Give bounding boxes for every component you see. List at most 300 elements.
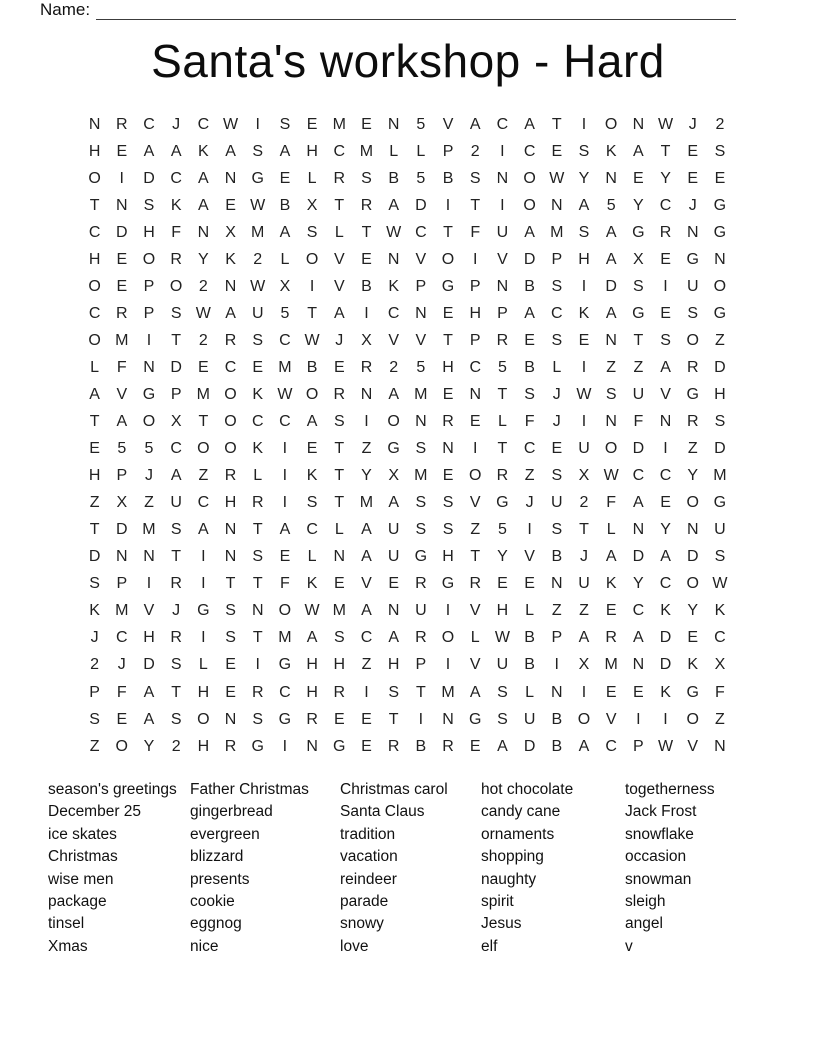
grid-letter: T bbox=[171, 548, 182, 566]
word-item: ice skates bbox=[48, 825, 117, 843]
grid-letter: O bbox=[305, 385, 319, 403]
grid-letter: Z bbox=[470, 521, 481, 539]
grid-letter: T bbox=[89, 521, 100, 539]
grid-letter: C bbox=[116, 629, 128, 647]
grid-letter: A bbox=[198, 521, 209, 539]
grid-letter: G bbox=[278, 656, 292, 674]
grid-letter: R bbox=[306, 710, 318, 728]
grid-letter: Z bbox=[361, 656, 372, 674]
grid-letter: I bbox=[282, 494, 288, 512]
grid-letter: P bbox=[551, 629, 563, 647]
grid-letter: U bbox=[387, 548, 400, 566]
word-item: gingerbread bbox=[190, 803, 273, 821]
grid-letter: X bbox=[306, 196, 318, 214]
word-item: December 25 bbox=[48, 803, 142, 821]
grid-letter: I bbox=[119, 169, 124, 187]
grid-letter: S bbox=[388, 683, 399, 701]
grid-letter: 5 bbox=[497, 358, 507, 376]
grid-letter: E bbox=[714, 169, 726, 187]
grid-letter: N bbox=[306, 737, 318, 755]
grid-letter: H bbox=[306, 142, 318, 160]
grid-letter: K bbox=[252, 440, 264, 458]
grid-letter: I bbox=[445, 196, 451, 214]
grid-letter: Z bbox=[144, 494, 154, 512]
word-item: wise men bbox=[48, 870, 114, 888]
grid-letter: 2 bbox=[198, 277, 208, 295]
grid-letter: U bbox=[387, 521, 400, 539]
grid-letter: O bbox=[604, 115, 618, 133]
grid-letter: Y bbox=[578, 169, 590, 187]
grid-letter: W bbox=[549, 169, 565, 187]
grid-letter: S bbox=[633, 277, 644, 295]
grid-letter: S bbox=[333, 413, 345, 431]
grid-letter: P bbox=[415, 656, 427, 674]
grid-letter: A bbox=[578, 629, 590, 647]
grid-letter: X bbox=[279, 277, 291, 295]
grid-letter: E bbox=[198, 358, 209, 376]
grid-letter: Z bbox=[687, 440, 698, 458]
grid-letter: E bbox=[524, 331, 535, 349]
grid-letter: H bbox=[442, 548, 454, 566]
grid-letter: D bbox=[143, 169, 155, 187]
grid-letter: S bbox=[252, 142, 264, 160]
grid-letter: F bbox=[470, 223, 481, 241]
grid-letter: W bbox=[657, 737, 674, 755]
grid-letter: F bbox=[715, 683, 725, 701]
grid-letter: N bbox=[224, 521, 237, 539]
grid-letter: V bbox=[333, 250, 345, 268]
grid-letter: H bbox=[442, 358, 454, 376]
grid-letter: O bbox=[224, 413, 237, 431]
grid-letter: K bbox=[198, 142, 209, 160]
grid-letter: S bbox=[252, 331, 264, 349]
grid-letter: B bbox=[524, 277, 535, 295]
grid-letter: E bbox=[279, 169, 291, 187]
grid-letter: X bbox=[578, 467, 590, 485]
grid-letter: N bbox=[415, 304, 427, 322]
grid-letter: A bbox=[143, 683, 155, 701]
word-item: sleigh bbox=[625, 893, 666, 911]
grid-letter: N bbox=[224, 169, 237, 187]
grid-letter: T bbox=[470, 196, 481, 214]
grid-letter: D bbox=[523, 737, 536, 755]
grid-letter: W bbox=[576, 385, 592, 403]
grid-letter: G bbox=[713, 223, 727, 241]
grid-letter: R bbox=[659, 223, 672, 241]
grid-letter: N bbox=[224, 548, 237, 566]
grid-letter: T bbox=[89, 196, 100, 214]
grid-letter: A bbox=[361, 602, 372, 620]
grid-letter: K bbox=[252, 385, 264, 403]
word-item: occasion bbox=[625, 848, 687, 866]
grid-letter: L bbox=[307, 548, 317, 566]
grid-letter: K bbox=[605, 575, 617, 593]
grid-letter: E bbox=[687, 142, 699, 160]
grid-letter: C bbox=[224, 358, 237, 376]
grid-letter: M bbox=[359, 494, 374, 512]
grid-letter: P bbox=[89, 683, 100, 701]
grid-letter: N bbox=[116, 548, 128, 566]
grid-letter: L bbox=[416, 142, 426, 160]
grid-letter: U bbox=[578, 575, 590, 593]
grid-letter: M bbox=[196, 385, 210, 403]
grid-letter: A bbox=[524, 115, 535, 133]
grid-letter: E bbox=[687, 169, 699, 187]
grid-letter: V bbox=[388, 331, 399, 349]
grid-letter: E bbox=[225, 196, 236, 214]
grid-letter: S bbox=[497, 710, 508, 728]
grid-letter: 5 bbox=[416, 358, 426, 376]
grid-letter: E bbox=[361, 710, 372, 728]
grid-letter: F bbox=[524, 413, 535, 431]
grid-letter: U bbox=[714, 521, 726, 539]
grid-letter: E bbox=[469, 413, 481, 431]
word-item: love bbox=[340, 937, 369, 955]
grid-letter: T bbox=[579, 521, 589, 539]
grid-letter: N bbox=[714, 737, 726, 755]
grid-letter: O bbox=[604, 440, 618, 458]
grid-letter: T bbox=[551, 115, 562, 133]
grid-letter: C bbox=[387, 304, 400, 322]
grid-letter: M bbox=[142, 521, 156, 539]
grid-letter: A bbox=[497, 737, 508, 755]
grid-letter: Y bbox=[687, 467, 699, 485]
grid-letter: B bbox=[415, 737, 427, 755]
grid-letter: C bbox=[170, 440, 182, 458]
grid-letter: E bbox=[306, 115, 318, 133]
grid-letter: L bbox=[198, 656, 208, 674]
word-item: evergreen bbox=[190, 825, 260, 843]
grid-letter: I bbox=[581, 277, 587, 295]
grid-letter: R bbox=[333, 385, 346, 403]
grid-letter: Z bbox=[715, 710, 725, 728]
grid-letter: E bbox=[442, 304, 454, 322]
grid-letter: R bbox=[496, 467, 509, 485]
grid-letter: E bbox=[116, 250, 128, 268]
grid-letter: P bbox=[116, 467, 128, 485]
grid-letter: I bbox=[255, 656, 260, 674]
grid-letter: K bbox=[687, 656, 699, 674]
grid-letter: T bbox=[497, 385, 508, 403]
grid-letter: K bbox=[578, 304, 590, 322]
grid-letter: W bbox=[195, 304, 211, 322]
grid-letter: Y bbox=[497, 548, 508, 566]
grid-letter: A bbox=[306, 629, 318, 647]
grid-letter: M bbox=[278, 629, 292, 647]
grid-letter: A bbox=[361, 548, 372, 566]
grid-letter: L bbox=[253, 467, 263, 485]
grid-letter: G bbox=[468, 710, 482, 728]
grid-letter: X bbox=[714, 656, 726, 674]
grid-letter: E bbox=[442, 467, 454, 485]
word-item: elf bbox=[481, 937, 498, 955]
grid-letter: X bbox=[170, 413, 182, 431]
grid-letter: R bbox=[116, 304, 128, 322]
grid-letter: S bbox=[170, 710, 182, 728]
grid-letter: B bbox=[388, 169, 399, 187]
word-item: presents bbox=[190, 870, 250, 888]
grid-letter: W bbox=[250, 196, 266, 214]
grid-letter: 2 bbox=[579, 494, 589, 512]
grid-letter: D bbox=[116, 521, 128, 539]
word-item: tradition bbox=[340, 825, 396, 843]
grid-letter: T bbox=[443, 331, 453, 349]
word-item: parade bbox=[340, 893, 389, 911]
grid-letter: R bbox=[170, 575, 182, 593]
grid-letter: N bbox=[251, 602, 264, 620]
word-list-column bbox=[190, 779, 340, 958]
grid-letter: 5 bbox=[497, 521, 507, 539]
grid-letter: R bbox=[170, 629, 182, 647]
grid-letter: M bbox=[550, 223, 564, 241]
grid-letter: Y bbox=[687, 602, 699, 620]
grid-letter: Y bbox=[143, 737, 155, 755]
grid-letter: E bbox=[306, 440, 318, 458]
grid-letter: I bbox=[146, 575, 152, 593]
grid-letter: Y bbox=[660, 169, 671, 187]
word-item: candy cane bbox=[481, 803, 561, 821]
grid-letter: A bbox=[198, 169, 209, 187]
grid-letter: C bbox=[360, 629, 373, 647]
name-label: Name: bbox=[40, 0, 91, 19]
grid-letter: L bbox=[280, 250, 290, 268]
grid-letter: 5 bbox=[280, 304, 290, 322]
grid-letter: V bbox=[605, 710, 617, 728]
grid-letter: S bbox=[415, 494, 427, 512]
grid-letter: S bbox=[170, 521, 182, 539]
grid-letter: I bbox=[636, 710, 641, 728]
grid-letter: W bbox=[222, 115, 239, 133]
grid-letter: E bbox=[605, 683, 617, 701]
grid-letter: T bbox=[660, 142, 671, 160]
grid-letter: V bbox=[333, 277, 345, 295]
grid-letter: X bbox=[361, 331, 372, 349]
grid-letter: 2 bbox=[90, 656, 100, 674]
word-item: snowy bbox=[340, 915, 384, 933]
grid-letter: P bbox=[469, 331, 481, 349]
word-item: Santa Claus bbox=[340, 803, 425, 821]
grid-letter: S bbox=[361, 169, 372, 187]
grid-letter: Y bbox=[660, 521, 671, 539]
grid-letter: A bbox=[578, 196, 590, 214]
grid-letter: T bbox=[334, 494, 345, 512]
grid-letter: H bbox=[224, 494, 237, 512]
grid-letter: N bbox=[659, 413, 672, 431]
grid-letter: S bbox=[89, 710, 100, 728]
grid-letter: I bbox=[500, 142, 505, 160]
grid-letter: W bbox=[304, 602, 320, 620]
grid-letter: 2 bbox=[171, 737, 181, 755]
grid-letter: W bbox=[712, 575, 728, 593]
grid-letter: I bbox=[472, 440, 478, 458]
word-item: snowflake bbox=[625, 825, 694, 843]
grid-letter: S bbox=[551, 467, 563, 485]
grid-letter: S bbox=[170, 304, 182, 322]
grid-letter: R bbox=[442, 413, 454, 431]
grid-letter: V bbox=[469, 494, 481, 512]
grid-letter: R bbox=[415, 629, 427, 647]
grid-letter: K bbox=[660, 602, 671, 620]
grid-letter: B bbox=[524, 656, 535, 674]
grid-letter: I bbox=[201, 575, 206, 593]
word-item: cookie bbox=[190, 893, 235, 911]
grid-letter: P bbox=[143, 304, 155, 322]
grid-letter: R bbox=[415, 575, 427, 593]
grid-letter: I bbox=[201, 548, 206, 566]
grid-letter: G bbox=[278, 710, 292, 728]
grid-letter: O bbox=[88, 169, 101, 187]
grid-letter: E bbox=[660, 304, 671, 322]
grid-letter: A bbox=[388, 196, 399, 214]
grid-letter: J bbox=[144, 467, 153, 485]
grid-letter: F bbox=[633, 413, 644, 431]
word-item: angel bbox=[625, 915, 663, 933]
grid-letter: I bbox=[663, 277, 668, 295]
grid-letter: F bbox=[116, 683, 127, 701]
grid-letter: J bbox=[552, 385, 561, 403]
grid-letter: C bbox=[659, 575, 672, 593]
grid-letter: C bbox=[197, 115, 210, 133]
grid-letter: G bbox=[496, 494, 509, 512]
grid-letter: U bbox=[251, 304, 264, 322]
grid-letter: H bbox=[143, 629, 155, 647]
grid-letter: E bbox=[279, 548, 291, 566]
grid-letter: L bbox=[334, 521, 344, 539]
grid-letter: S bbox=[551, 521, 563, 539]
grid-letter: M bbox=[115, 602, 129, 620]
grid-letter: A bbox=[660, 358, 671, 376]
grid-letter: H bbox=[306, 683, 318, 701]
grid-letter: B bbox=[551, 737, 563, 755]
grid-letter: M bbox=[414, 467, 428, 485]
grid-letter: N bbox=[387, 602, 400, 620]
grid-letter: J bbox=[172, 115, 181, 133]
grid-letter: R bbox=[333, 169, 346, 187]
grid-letter: J bbox=[335, 331, 344, 349]
grid-letter: R bbox=[605, 629, 617, 647]
grid-letter: O bbox=[686, 575, 699, 593]
grid-letter: A bbox=[605, 548, 617, 566]
word-item: Xmas bbox=[48, 937, 88, 955]
grid-letter: M bbox=[414, 385, 428, 403]
grid-letter: H bbox=[578, 250, 590, 268]
grid-letter: K bbox=[89, 602, 100, 620]
grid-letter: E bbox=[225, 656, 236, 674]
grid-letter: Y bbox=[361, 467, 372, 485]
grid-letter: T bbox=[198, 413, 209, 431]
word-item: togetherness bbox=[625, 781, 715, 798]
grid-letter: F bbox=[280, 575, 290, 593]
grid-letter: N bbox=[143, 358, 155, 376]
grid-letter: O bbox=[713, 277, 727, 295]
grid-letter: E bbox=[89, 440, 100, 458]
grid-letter: I bbox=[418, 710, 424, 728]
grid-letter: N bbox=[605, 413, 617, 431]
grid-letter: K bbox=[306, 575, 318, 593]
grid-letter: 2 bbox=[389, 358, 399, 376]
grid-letter: P bbox=[143, 277, 155, 295]
grid-letter: N bbox=[632, 115, 645, 133]
grid-letter: O bbox=[686, 331, 699, 349]
grid-letter: L bbox=[497, 413, 507, 431]
grid-letter: V bbox=[442, 115, 454, 133]
grid-letter: 5 bbox=[416, 169, 426, 187]
grid-letter: I bbox=[445, 656, 451, 674]
grid-letter: O bbox=[115, 737, 128, 755]
grid-letter: I bbox=[282, 440, 288, 458]
grid-letter: I bbox=[581, 115, 587, 133]
grid-letter: V bbox=[524, 548, 535, 566]
grid-letter: Z bbox=[606, 358, 617, 376]
grid-letter: H bbox=[143, 223, 155, 241]
grid-letter: M bbox=[332, 115, 346, 133]
grid-letter: X bbox=[225, 223, 236, 241]
grid-letter: I bbox=[472, 250, 478, 268]
grid-letter: E bbox=[633, 683, 644, 701]
grid-letter: P bbox=[415, 277, 427, 295]
grid-letter: T bbox=[334, 467, 345, 485]
word-item: ornaments bbox=[481, 825, 555, 843]
grid-letter: A bbox=[225, 142, 236, 160]
grid-letter: S bbox=[714, 548, 726, 566]
grid-letter: P bbox=[116, 575, 128, 593]
name-blank-line bbox=[96, 1, 736, 20]
grid-letter: J bbox=[579, 548, 588, 566]
grid-letter: H bbox=[197, 683, 210, 701]
grid-letter: C bbox=[279, 683, 291, 701]
grid-letter: C bbox=[306, 521, 318, 539]
grid-letter: V bbox=[687, 737, 699, 755]
grid-letter: S bbox=[660, 331, 671, 349]
grid-letter: P bbox=[170, 385, 182, 403]
grid-letter: R bbox=[442, 737, 454, 755]
grid-letter: T bbox=[252, 575, 263, 593]
grid-letter: E bbox=[524, 575, 535, 593]
grid-letter: M bbox=[359, 142, 374, 160]
grid-letter: G bbox=[713, 196, 727, 214]
grid-letter: 2 bbox=[715, 115, 725, 133]
grid-letter: Z bbox=[89, 737, 100, 755]
grid-letter: D bbox=[116, 223, 128, 241]
grid-letter: L bbox=[307, 169, 317, 187]
word-list bbox=[48, 779, 770, 958]
grid-letter: M bbox=[115, 331, 129, 349]
grid-letter: S bbox=[415, 440, 427, 458]
grid-letter: O bbox=[224, 440, 237, 458]
grid-letter: D bbox=[632, 440, 645, 458]
grid-letter: D bbox=[686, 548, 699, 566]
grid-letter: O bbox=[169, 277, 183, 295]
grid-letter: 2 bbox=[470, 142, 480, 160]
grid-letter: E bbox=[333, 575, 345, 593]
grid-letter: R bbox=[387, 737, 400, 755]
grid-letter: N bbox=[387, 250, 400, 268]
grid-letter: N bbox=[632, 656, 645, 674]
grid-letter: I bbox=[527, 521, 532, 539]
grid-letter: E bbox=[442, 385, 454, 403]
grid-letter: V bbox=[497, 250, 508, 268]
grid-letter: R bbox=[251, 494, 264, 512]
grid-letter: W bbox=[277, 385, 293, 403]
grid-letter: R bbox=[251, 683, 264, 701]
grid-letter: T bbox=[334, 196, 345, 214]
grid-letter: J bbox=[552, 413, 561, 431]
grid-letter: U bbox=[415, 602, 427, 620]
grid-letter: K bbox=[388, 277, 399, 295]
grid-letter: H bbox=[387, 656, 400, 674]
word-item: naughty bbox=[481, 870, 537, 888]
grid-letter: V bbox=[469, 656, 481, 674]
